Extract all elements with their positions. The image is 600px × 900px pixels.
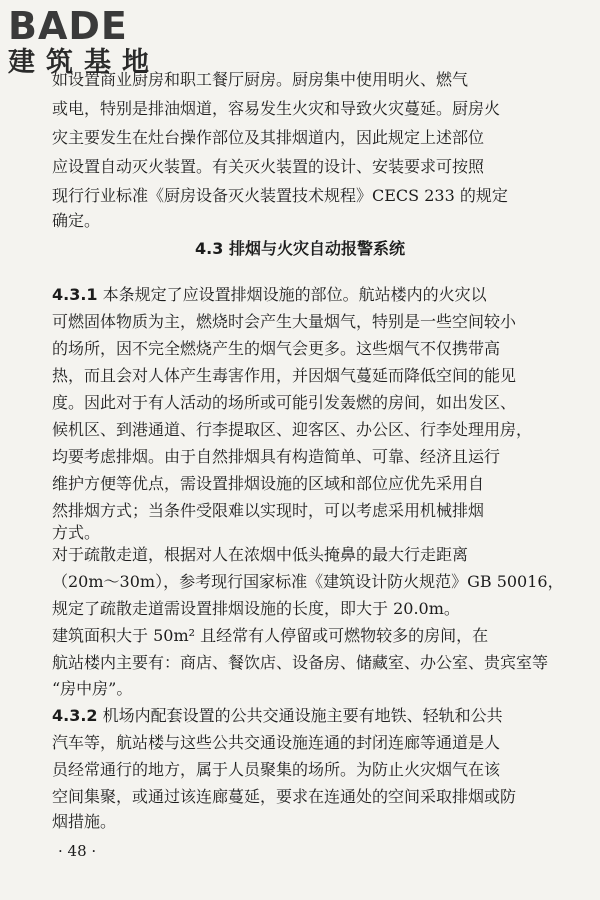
clause-number: 4.3.1 [52,285,98,304]
text-line: 或电，特别是排油烟道，容易发生火灾和导致火灾蔓延。厨房火 [52,99,501,118]
clause-text: 本条规定了应设置排烟设施的部位。航站楼内的火灾以 [97,285,487,304]
text-line: 均要考虑排烟。由于自然排烟具有构造简单、可靠、经济且运行 [52,447,501,466]
text-line: 可燃固体物质为主，燃烧时会产生大量烟气，特别是一些空间较小 [52,312,517,331]
text-line: 应设置自动灭火装置。有关灭火装置的设计、安装要求可按照 [52,157,485,176]
text-line: 规定了疏散走道需设置排烟设施的长度，即大于 20.0m。 [52,599,460,618]
text-line: 度。因此对于有人活动的场所或可能引发轰燃的房间，如出发区、 [52,393,517,412]
text-line: 烟措施。 [52,812,117,831]
clause-line [52,706,572,726]
page-number: · 48 · [58,842,97,860]
text-line: 空间集聚，或通过该连廊蔓延，要求在连通处的空间采取排烟或防 [52,787,517,806]
section-title: 4.3 排烟与火灾自动报警系统 [195,239,405,258]
logo-text-bade: BADE [8,4,128,48]
clause-number: 4.3.2 [52,706,98,725]
text-line: 方式。 [52,523,101,542]
text-line: 汽车等，航站楼与这些公共交通设施连通的封闭连廊等通道是人 [52,733,501,752]
text-line: “房中房”。 [52,679,133,698]
text-line: 灾主要发生在灶台操作部位及其排烟道内，因此规定上述部位 [52,128,485,147]
text-line: 现行行业标准《厨房设备灭火装置技术规程》CECS 233 的规定 [52,186,508,205]
text-line: 员经常通行的地方，属于人员聚集的场所。为防止火灾烟气在该 [52,760,501,779]
text-line: 候机区、到港通道、行李提取区、迎客区、办公区、行李处理用房， [52,420,533,439]
text-line: 如设置商业厨房和职工餐厅厨房。厨房集中使用明火、燃气 [52,70,469,89]
text-line: 对于疏散走道，根据对人在浓烟中低头掩鼻的最大行走距离 [52,545,469,564]
clause-line [52,285,572,305]
text-line: 然排烟方式；当条件受限难以实现时，可以考虑采用机械排烟 [52,501,485,520]
logo-text-chinese: 建筑基地 [8,47,160,78]
text-line: （20m～30m），参考现行国家标准《建筑设计防火规范》GB 50016， [52,572,564,591]
text-line: 航站楼内主要有：商店、餐饮店、设备房、储藏室、办公室、贵宾室等 [52,653,549,672]
text-line: 热，而且会对人体产生毒害作用，并因烟气蔓延而降低空间的能见 [52,366,517,385]
clause-text: 机场内配套设置的公共交通设施主要有地铁、轻轨和公共 [97,706,503,725]
text-line: 确定。 [52,211,101,230]
text-line: 维护方便等优点，需设置排烟设施的区域和部位应优先采用自 [52,474,485,493]
text-line: 的场所，因不完全燃烧产生的烟气会更多。这些烟气不仅携带高 [52,339,501,358]
text-line: 建筑面积大于 50m² 且经常有人停留或可燃物较多的房间，在 [52,626,489,645]
